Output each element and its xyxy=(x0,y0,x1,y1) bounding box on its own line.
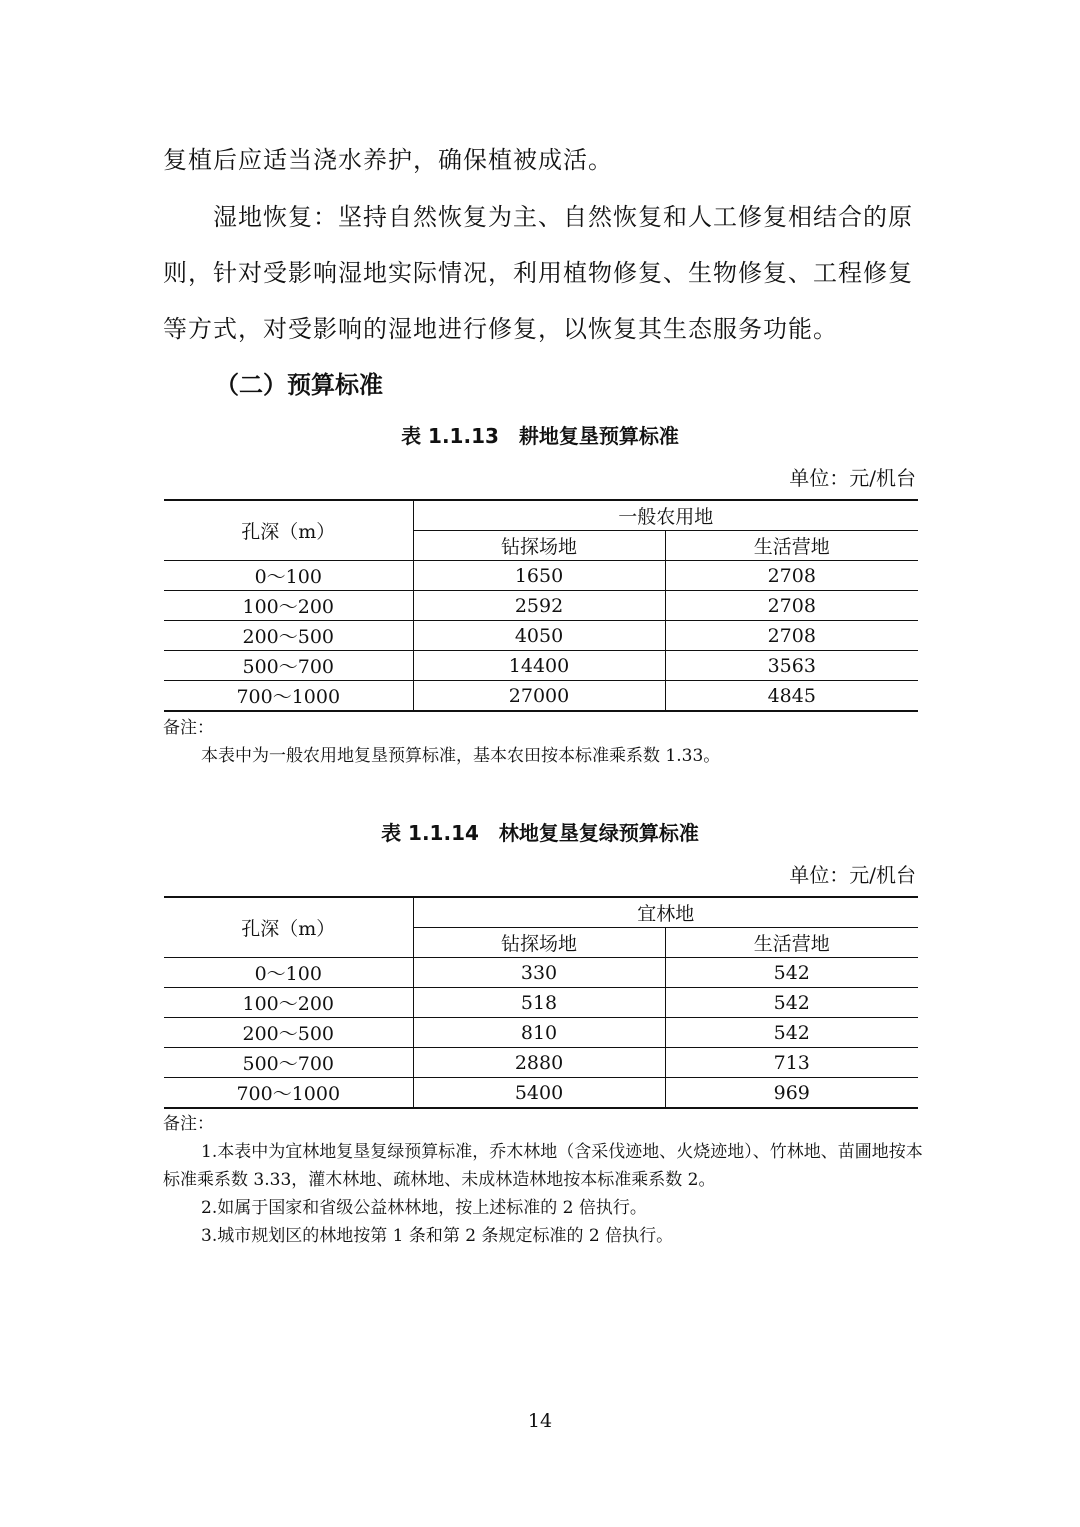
section-heading: （二）预算标准 xyxy=(215,371,383,399)
table2-header-row xyxy=(164,897,918,928)
table-row xyxy=(164,681,918,712)
table-row xyxy=(164,621,918,651)
table2-note-line-3: 3.城市规划区的林地按第 1 条和第 2 条规定标准的 2 倍执行。 xyxy=(201,1226,674,1246)
table2-cell-depth: 0～100 xyxy=(164,958,413,988)
table1-cell-v2: 2708 xyxy=(665,621,918,651)
table1-cell-depth: 200～500 xyxy=(164,621,413,651)
table2-caption: 表 1.1.14 林地复垦复绿预算标准 xyxy=(381,821,699,845)
table2-cell-v2: 713 xyxy=(665,1048,918,1078)
table1-cell-v2: 4845 xyxy=(665,681,918,712)
table2-cell-depth: 200～500 xyxy=(164,1018,413,1048)
table2-cell-v2: 969 xyxy=(665,1078,918,1109)
table2-cell-depth: 500～700 xyxy=(164,1048,413,1078)
table1-caption: 表 1.1.13 耕地复垦预算标准 xyxy=(401,424,679,448)
table-row xyxy=(164,1048,918,1078)
table1-cell-v1: 14400 xyxy=(413,651,665,681)
table2-note-label: 备注： xyxy=(163,1114,214,1134)
table2-header-col2: 生活营地 xyxy=(665,928,918,958)
table2-cell-v1: 810 xyxy=(413,1018,665,1048)
page-number: 14 xyxy=(527,1410,553,1432)
table2-cell-depth: 100～200 xyxy=(164,988,413,1018)
table1-header-group: 一般农用地 xyxy=(413,500,918,531)
table1-header-col2: 生活营地 xyxy=(665,531,918,561)
body-paragraph-wetland: 湿地恢复：坚持自然恢复为主、自然恢复和人工修复相结合的原则，针对受影响湿地实际情况，利用植物修复、生物修复、工程修复等方式，对受影响的湿地进行修复，以恢复其生态服务功能。 xyxy=(163,203,913,343)
table1-farmland-budget xyxy=(164,499,918,712)
table2-forestland-budget xyxy=(164,896,918,1109)
table1-cell-v1: 27000 xyxy=(413,681,665,712)
table1-note xyxy=(163,714,923,770)
table2-cell-v1: 5400 xyxy=(413,1078,665,1109)
body-paragraph-1: 复植后应适当浇水养护，确保植被成活。 xyxy=(163,146,613,174)
table2-header-group: 宜林地 xyxy=(413,897,918,928)
table-row xyxy=(164,561,918,591)
table2-note-line-2: 2.如属于国家和省级公益林林地，按上述标准的 2 倍执行。 xyxy=(201,1198,647,1218)
table-row xyxy=(164,1078,918,1109)
table2-cell-v2: 542 xyxy=(665,988,918,1018)
table1-header-row xyxy=(164,500,918,531)
table2-cell-depth: 700～1000 xyxy=(164,1078,413,1109)
table1-header-depth: 孔深（m） xyxy=(164,500,413,561)
table2-cell-v2: 542 xyxy=(665,1018,918,1048)
table2-header-col1: 钻探场地 xyxy=(413,928,665,958)
table2-cell-v1: 330 xyxy=(413,958,665,988)
table2-note xyxy=(163,1110,923,1250)
table1-unit: 单位：元/机台 xyxy=(789,466,916,490)
table1-note-label: 备注： xyxy=(163,718,214,738)
table1-cell-v2: 2708 xyxy=(665,591,918,621)
table1-cell-v1: 4050 xyxy=(413,621,665,651)
table1-cell-depth: 0～100 xyxy=(164,561,413,591)
table2-cell-v2: 542 xyxy=(665,958,918,988)
table-row xyxy=(164,591,918,621)
table-row xyxy=(164,1018,918,1048)
table-row xyxy=(164,651,918,681)
table2-cell-v1: 2880 xyxy=(413,1048,665,1078)
table-row xyxy=(164,958,918,988)
table1-header-col1: 钻探场地 xyxy=(413,531,665,561)
table2-header-depth: 孔深（m） xyxy=(164,897,413,958)
table1-cell-depth: 100～200 xyxy=(164,591,413,621)
table2-unit: 单位：元/机台 xyxy=(789,863,916,887)
table-row xyxy=(164,988,918,1018)
table1-cell-v1: 1650 xyxy=(413,561,665,591)
table1-cell-depth: 700～1000 xyxy=(164,681,413,712)
table2-note-line-1: 1.本表中为宜林地复垦复绿预算标准，乔木林地（含采伐迹地、火烧迹地）、竹林地、苗圃地按本标准乘系数 3.33，灌木林地、疏林地、未成林造林地按本标准乘系数 2。 xyxy=(163,1142,923,1190)
table1-cell-v2: 2708 xyxy=(665,561,918,591)
table2-cell-v1: 518 xyxy=(413,988,665,1018)
table1-note-line: 本表中为一般农用地复垦预算标准，基本农田按本标准乘系数 1.33。 xyxy=(201,746,721,766)
table1-cell-v1: 2592 xyxy=(413,591,665,621)
table1-cell-depth: 500～700 xyxy=(164,651,413,681)
table1-cell-v2: 3563 xyxy=(665,651,918,681)
